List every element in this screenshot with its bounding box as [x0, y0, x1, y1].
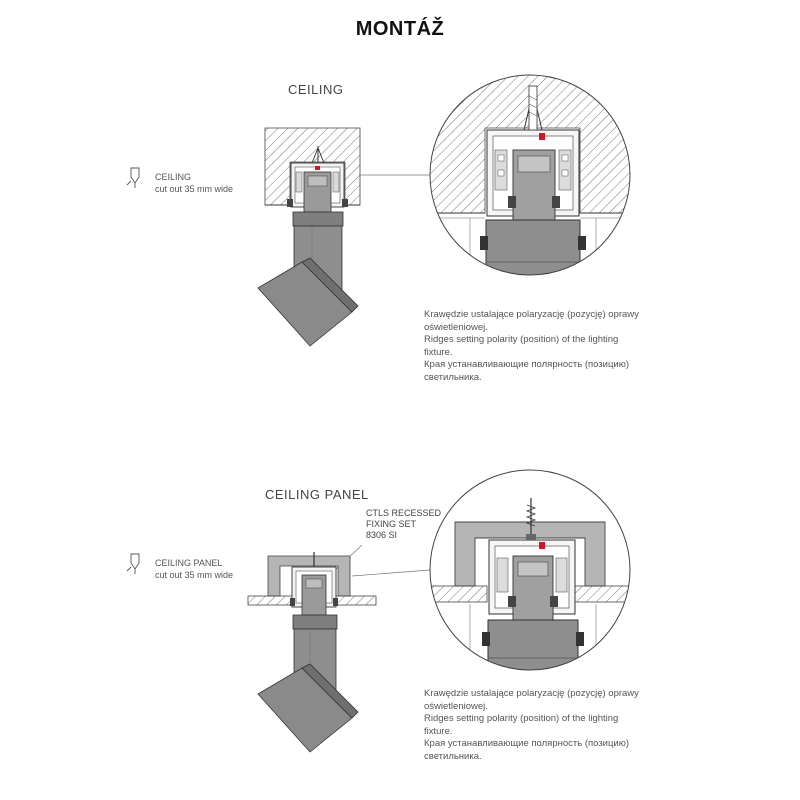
panel-desc-line: Ridges setting polarity (position) of the lighting: [424, 713, 619, 724]
panel-desc-line: Края устанавливающие полярность (позицию): [424, 738, 630, 749]
ceiling-desc-line: fixture.: [424, 346, 453, 358]
ceiling-panel-detail-circle: [425, 465, 636, 680]
ceiling-detail-circle: [425, 70, 635, 290]
section-ceiling-panel-label: CEILING PANEL: [265, 487, 369, 502]
panel-desc-line: светильника.: [424, 750, 482, 762]
fixing-set-line3: 8306 SI: [366, 530, 398, 540]
panel-note-title: CEILING PANEL: [155, 558, 223, 568]
ceiling-desc-line: Krawędzie ustalające polaryzację (pozycję) oprawy: [424, 309, 639, 320]
fixing-set-line1: CTLS RECESSED: [366, 508, 442, 518]
section-ceiling-label: CEILING: [288, 82, 344, 97]
page-title: MONTÁŽ: [355, 18, 445, 40]
ceiling-small-view: [258, 128, 360, 346]
panel-desc-line: oświetleniowej.: [424, 700, 488, 712]
panel-desc-line: Krawędzie ustalające polaryzację (pozycję) oprawy: [424, 688, 639, 699]
screwdriver-icon: [127, 554, 139, 574]
fixing-set-line2: FIXING SET: [366, 519, 417, 529]
ceiling-note-size: cut out 35 mm wide: [155, 184, 234, 194]
detail-leader-line: [352, 570, 430, 576]
ceiling-desc-line: светильника.: [424, 371, 482, 383]
ceiling-note-title: CEILING: [155, 172, 192, 182]
panel-desc-line: fixture.: [424, 725, 453, 737]
ceiling-desc-line: Края устанавливающие полярность (позицию): [424, 359, 630, 370]
screwdriver-icon: [127, 168, 139, 188]
ceiling-panel-small-view: [248, 552, 376, 752]
panel-note-size: cut out 35 mm wide: [155, 570, 234, 580]
ceiling-desc-line: oświetleniowej.: [424, 321, 488, 333]
ceiling-desc-line: Ridges setting polarity (position) of the lighting: [424, 334, 619, 345]
